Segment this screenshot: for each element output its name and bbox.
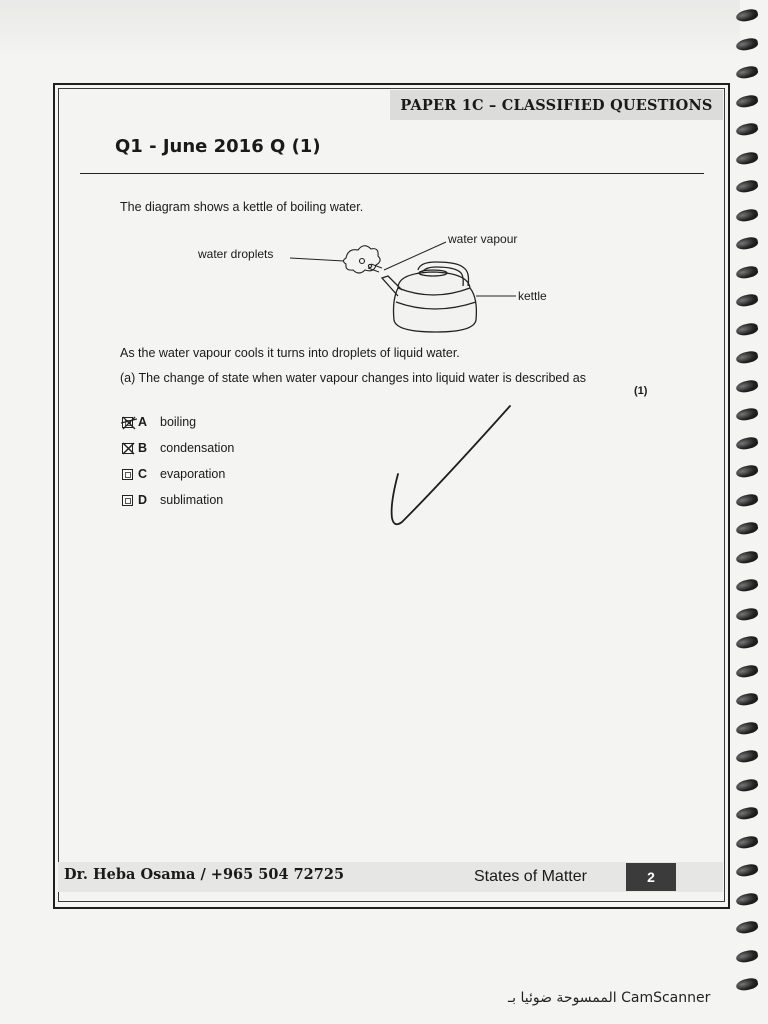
binding-coil [735,435,759,450]
option-c[interactable] [122,461,234,487]
label-water-droplets: water droplets [198,247,274,261]
spiral-binding [734,0,764,1000]
binding-coil [735,350,759,365]
answer-options [122,409,234,513]
binding-coil [735,65,759,80]
binding-coil [735,293,759,308]
binding-coil [735,264,759,279]
binding-coil [735,36,759,51]
option-b-letter: B [138,441,148,455]
label-water-vapour: water vapour [448,232,518,246]
binding-coil [735,207,759,222]
question-part-a: (a) The change of state when water vapour changes into liquid water is described as [120,371,587,385]
marks-indicator: (1) [634,385,648,397]
question-stem: The diagram shows a kettle of boiling water. [120,200,364,214]
label-kettle: kettle [518,289,547,303]
binding-coil [735,549,759,564]
option-c-checkbox[interactable] [122,469,133,480]
binding-coil [735,806,759,821]
footer-topic: States of Matter [474,868,587,885]
binding-coil [735,407,759,422]
binding-coil [735,920,759,935]
binding-coil [735,749,759,764]
binding-coil [735,122,759,137]
handwritten-tick-icon [380,404,520,534]
option-a[interactable] [122,409,234,435]
vapour-leader-line [384,242,446,270]
binding-coil [735,179,759,194]
binding-coil [735,464,759,479]
binding-coil [735,236,759,251]
binding-coil [735,521,759,536]
binding-coil [735,891,759,906]
binding-coil [735,720,759,735]
option-c-text: evaporation [160,467,226,481]
option-d-checkbox[interactable] [122,495,133,506]
binding-coil [735,378,759,393]
option-b-text: condensation [160,441,235,455]
binding-coil [735,492,759,507]
droplets-leader-line [290,258,344,261]
crossed-out-mark-icon [121,415,137,431]
binding-coil [735,8,759,23]
binding-coil [735,663,759,678]
option-d-letter: D [138,493,148,507]
question-statement: As the water vapour cools it turns into droplets of liquid water. [120,346,460,360]
kettle-drawing [382,262,476,332]
page-number: 2 [626,863,676,891]
option-d[interactable] [122,487,234,513]
binding-coil [735,692,759,707]
option-c-letter: C [138,467,148,481]
option-a-letter: A [138,415,148,429]
binding-coil [735,948,759,963]
binding-coil [735,863,759,878]
title-divider [80,173,704,174]
binding-coil [735,578,759,593]
water-droplets-cloud [344,246,381,273]
selected-cross-icon [121,441,136,456]
question-title: Q1 - June 2016 Q (1) [115,136,321,157]
scanner-watermark: CamScanner الممسوحة ضوئيا بـ [508,990,711,1006]
binding-coil [735,777,759,792]
option-b[interactable] [122,435,234,461]
option-a-checkbox[interactable] [122,417,133,428]
binding-coil [735,93,759,108]
page-edge-shadow [0,0,740,60]
option-d-text: sublimation [160,493,224,507]
option-a-text: boiling [160,415,197,429]
paper-header: PAPER 1C – CLASSIFIED QUESTIONS [390,90,723,120]
binding-coil [735,321,759,336]
binding-coil [735,635,759,650]
binding-coil [735,977,759,992]
option-b-checkbox[interactable] [122,443,133,454]
footer-author: Dr. Heba Osama / +965 504 72725 [64,866,345,883]
binding-coil [735,150,759,165]
binding-coil [735,834,759,849]
binding-coil [735,606,759,621]
